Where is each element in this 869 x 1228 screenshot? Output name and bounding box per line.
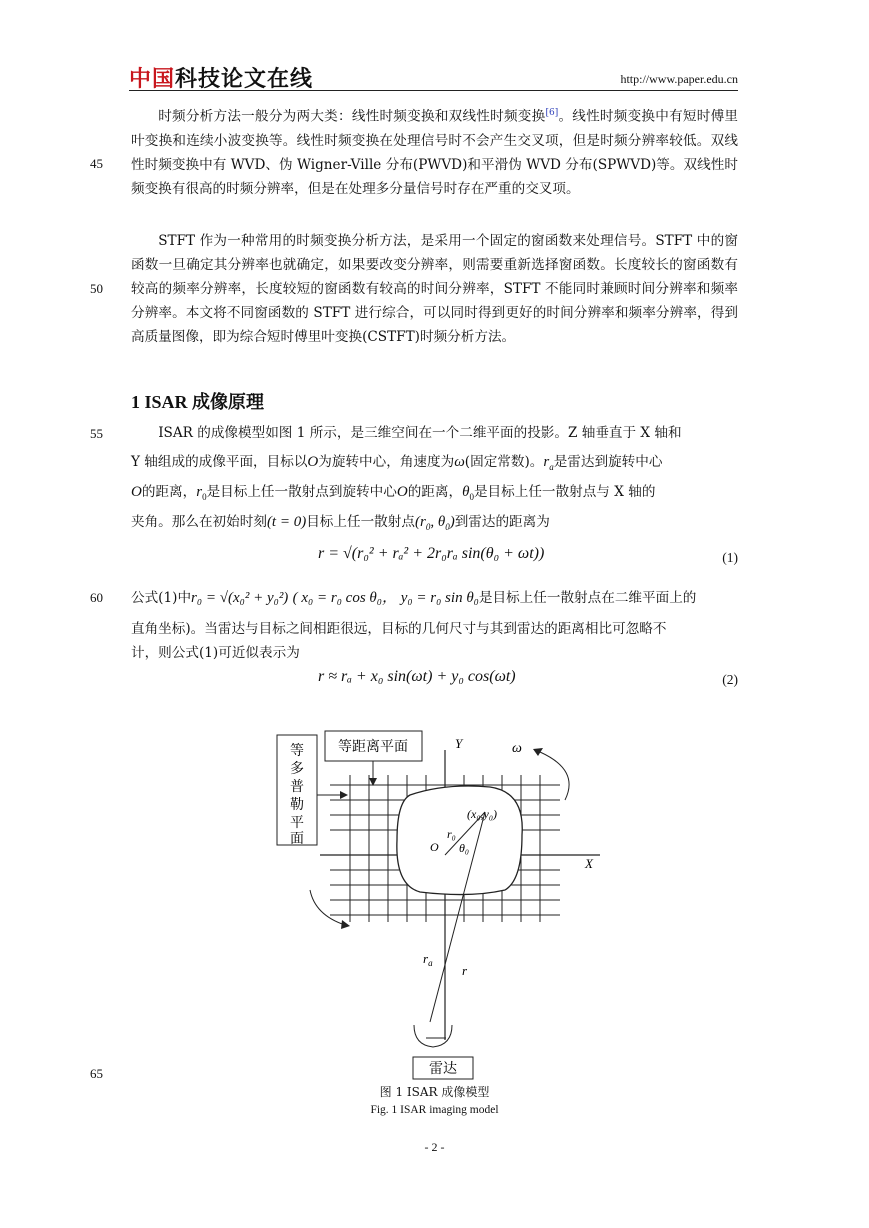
origin-label: O: [430, 840, 439, 854]
paragraph-3-line-4: 夹角。那么在初始时刻(t = 0)目标上任一散射点($r_0$, $\theta_0$)到雷达的距离为: [131, 514, 550, 532]
r0-label: r₀: [447, 827, 456, 841]
line-number: 45: [90, 156, 103, 171]
omega-label: ω: [512, 741, 522, 756]
line-number: 65: [90, 1066, 103, 1081]
point-label: (x₀,y₀): [467, 807, 497, 821]
section-title: 1 ISAR 成像原理: [131, 392, 265, 412]
paragraph-4-line-2: 直角坐标)。当雷达与目标之间相距很远，目标的几何尺寸与其到雷达的距离相比可忽略不: [131, 621, 667, 637]
line-number: 55: [90, 426, 103, 441]
figure-caption-cn: 图 1 ISAR 成像模型: [379, 1085, 490, 1099]
doppler-label-char: 平: [290, 816, 304, 831]
paragraph-4-line-3: 计，则公式(1)可近似表示为: [131, 645, 300, 661]
doppler-label-char: 勒: [290, 798, 304, 813]
doppler-label-char: 多: [290, 762, 304, 777]
equation-1: r = √(r₀² + rₐ² + 2r₀rₐ sin(θ₀ + ωt)): [318, 545, 545, 562]
header-url[interactable]: http://www.paper.edu.cn: [620, 72, 738, 86]
paragraph-1: 时频分析方法一般分为两大类：线性时频变换和双线性时频变换[6]。线性时频变换中有短时傅里叶变换和连续小波变换等。线性时频变换在处理信号时不会产生交叉项，但是时频分辨率较低。双线性时频变换中有 WVD、伪 Wigner-Ville 分布(PWVD)和平滑伪 WVD 分布(SPWVD)等。双线性时频变换有很高的时频分辨率，但是在处理多分量信号时存在严重的交叉项。: [131, 108, 739, 197]
range-plane-label: 等距离平面: [338, 740, 408, 755]
doppler-label-char: 普: [290, 780, 304, 795]
figure-caption-en: Fig. 1 ISAR imaging model: [370, 1104, 499, 1116]
doppler-label-char: 面: [290, 832, 304, 847]
paragraph-2: STFT 作为一种常用的时频变换分析方法，是采用一个固定的窗函数来处理信号。STFT 中的窗函数一旦确定其分辨率也就确定，如果要改变分辨率，则需要重新选择窗函数。长度较长的窗函数有较高的频率分辨率，长度较短的窗函数有较高的时间分辨率，STFT 不能同时兼顾时间分辨率和频率分辨率。本文将不同窗函数的 STFT 进行综合，可以同时得到更好的时间分辨率和频率分辨率，得到高质量图像，即为综合短时傅里叶变换(CSTFT)时频分析方法。: [131, 233, 738, 345]
paragraph-3-line-3: O的距离，$r_0$是目标上任一散射点到旋转中心O的距离，$\theta_0$是目标上任一散射点与 X 轴的: [131, 484, 656, 502]
radar-label: 雷达: [429, 1062, 457, 1077]
equation-2: r ≈ rₐ + x₀ sin(ωt) + y₀ cos(ωt): [318, 668, 516, 685]
line-number: 50: [90, 281, 103, 296]
site-logo: 中国科技论文在线: [129, 67, 314, 92]
paragraph-3-line-1: ISAR 的成像模型如图 1 所示，是三维空间在一个二维平面的投影。Z 轴垂直于 X 轴和: [158, 425, 682, 441]
doppler-label-char: 等: [290, 744, 304, 759]
page-number: - 2 -: [424, 1140, 445, 1154]
x-axis-label: X: [585, 856, 593, 871]
equation-1-number: (1): [722, 550, 738, 565]
radar-dish: [414, 1025, 452, 1047]
paragraph-4-line-1: 公式(1)中r₀ = √(x₀² + y₀²) ( x₀ = r₀ cos θ₀， y₀ = r₀ sin θ₀是目标上任一散射点在二维平面上的: [131, 590, 697, 606]
ra-label: $r_a$: [423, 951, 433, 968]
theta0-label: θ₀: [459, 841, 470, 855]
paragraph-3-line-2: Y 轴组成的成像平面，目标以O为旋转中心，角速度为ω(固定常数)。$r_a$是雷达到旋转中心: [131, 454, 663, 472]
r-label: r: [462, 963, 468, 978]
line-number: 60: [90, 590, 103, 605]
isar-model-figure: [260, 725, 620, 1085]
y-axis-label: Y: [455, 736, 463, 751]
citation-link[interactable]: [6]: [545, 108, 559, 118]
header-rule: [129, 90, 738, 91]
equation-2-number: (2): [722, 672, 738, 687]
